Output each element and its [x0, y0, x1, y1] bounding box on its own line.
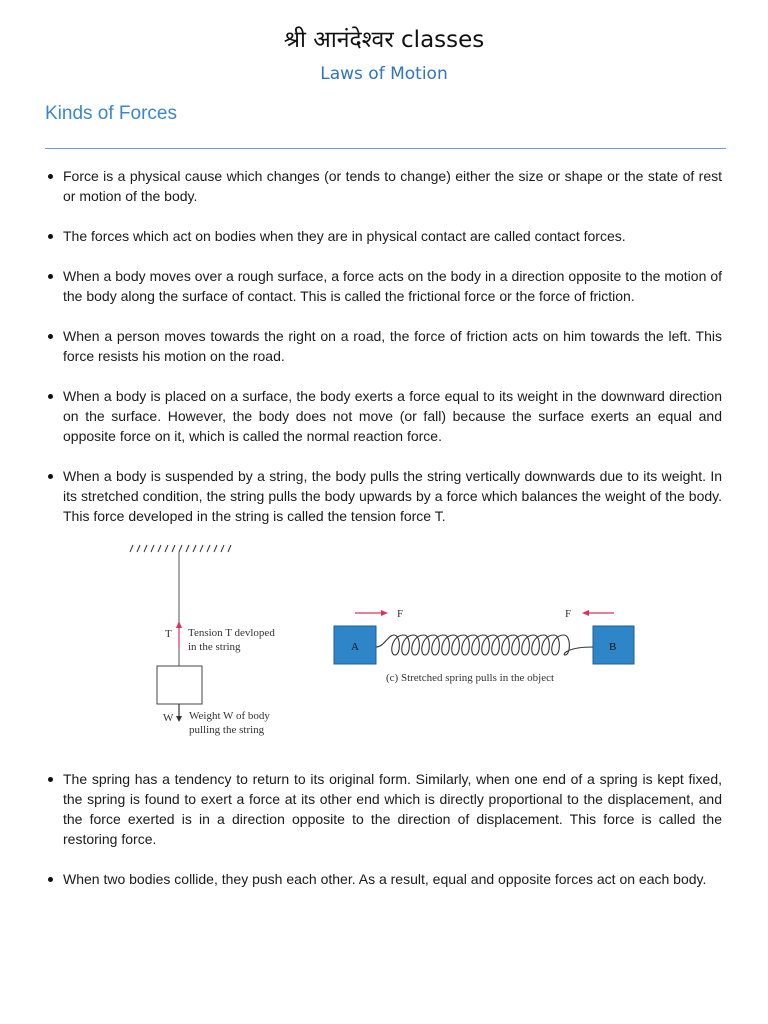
list-item: When a body is placed on a surface, the body exerts a force equal to its weight in the downward direction on the surface. However, the body does not move (or fall) because the surface exerts an equal and opposite force on it, which is called the normal reaction force. — [45, 386, 722, 446]
list-item: The spring has a tendency to return to its original form. Similarly, when one end of a spring is kept fixed, the spring is found to exert a force at its other end which is directly proportional to the displacement, and the force exerted is in a direction opposite to the direction of displacement. This force is called the restoring force. — [45, 769, 722, 849]
section-title: Kinds of Forces — [45, 103, 177, 124]
list-item: When a body is suspended by a string, the body pulls the string vertically downwards due to its weight. In its stretched condition, the string pulls the body upwards by a force which balances the weight of the body. This force developed in the string is called the tension force T. — [45, 466, 722, 526]
weight-arrowhead — [176, 716, 182, 722]
block-b-label: B — [609, 641, 617, 653]
force-label-right: F — [565, 608, 572, 620]
list-item: When two bodies collide, they push each other. As a result, equal and opposite forces act on each body. — [45, 869, 722, 889]
force-arrowhead-right — [582, 610, 589, 616]
list-item: Force is a physical cause which changes (or tends to change) either the size or shape or the state of rest or motion of the body. — [45, 166, 722, 206]
force-label-left: F — [397, 608, 404, 620]
forces-figure — [0, 535, 768, 745]
hanging-block — [157, 666, 202, 704]
list-item: When a body moves over a rough surface, a force acts on the body in a direction opposite to the motion of the body along the surface of contact. This is called the frictional force or the force of friction. — [45, 266, 722, 306]
header-brand: श्री आनंदेश्वर classes — [283, 27, 485, 53]
list-item: When a person moves towards the right on a road, the force of friction acts on him towards the left. This force resists his motion on the road. — [45, 326, 722, 366]
tension-label-line1: Tension T devloped — [188, 627, 275, 639]
header-subject: Laws of Motion — [320, 64, 448, 84]
block-a-label: A — [351, 641, 359, 653]
tension-arrowhead — [176, 621, 182, 628]
tension-diagram — [130, 545, 275, 736]
spring-coil — [376, 635, 593, 655]
tension-label-line2: in the string — [188, 641, 241, 653]
weight-label-line1: Weight W of body — [189, 710, 270, 722]
section-divider — [45, 148, 726, 149]
points-list-bottom — [45, 769, 722, 909]
spring-diagram — [334, 608, 634, 684]
ceiling-hatch — [130, 545, 231, 552]
list-item: The forces which act on bodies when they are in physical contact are called contact forces. — [45, 226, 722, 246]
weight-symbol: W — [163, 712, 174, 724]
spring-caption: (c) Stretched spring pulls in the object — [386, 672, 555, 684]
force-arrowhead-left — [381, 610, 388, 616]
points-list-top — [45, 166, 722, 546]
weight-label-line2: pulling the string — [189, 724, 265, 736]
tension-symbol: T — [165, 628, 172, 640]
